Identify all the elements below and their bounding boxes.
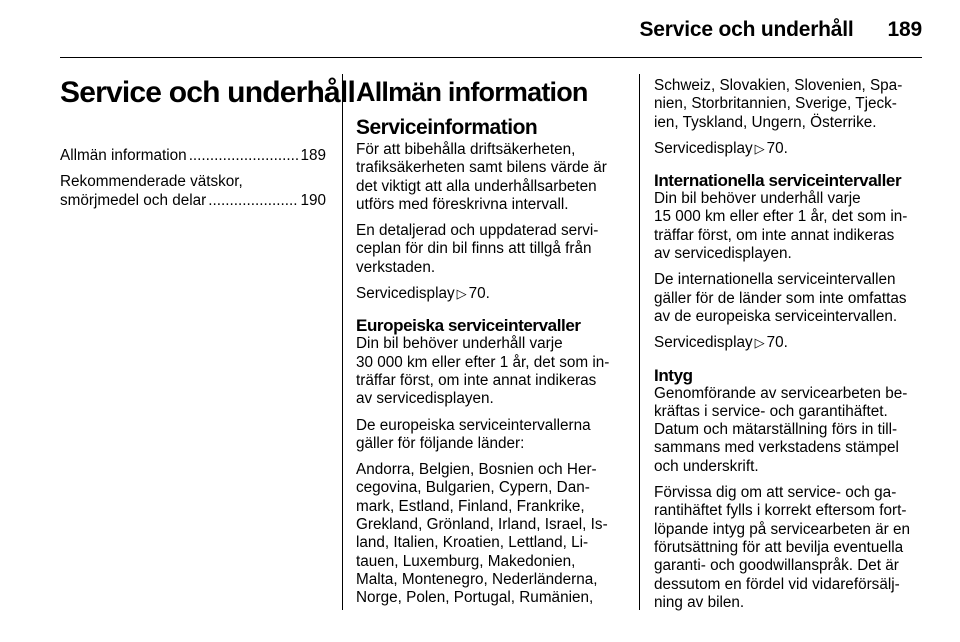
column-divider-2 xyxy=(639,74,640,610)
reference-page: 70. xyxy=(766,334,788,352)
cross-reference[interactable]: Servicedisplay ▷ 70. xyxy=(654,139,788,157)
page-number: 189 xyxy=(887,18,922,41)
text-line: och underskrift. xyxy=(654,457,759,475)
text-line: utförs med föreskrivna intervall. xyxy=(356,195,569,213)
running-header-title: Service och underhåll xyxy=(639,18,854,41)
text-line: cegovina, Bulgarien, Cypern, Dan- xyxy=(356,479,590,497)
cross-reference[interactable]: Servicedisplay ▷ 70. xyxy=(356,285,490,303)
text-line: För att bibehålla driftsäkerheten, xyxy=(356,141,576,158)
text-line: Malta, Montenegro, Nederländerna, xyxy=(356,570,598,588)
text-line: Förvissa dig om att service- och ga- xyxy=(654,484,897,502)
text-line: nien, Storbritannien, Sverige, Tjeck- xyxy=(654,95,897,113)
text-line: tauen, Luxemburg, Makedonien, xyxy=(356,552,576,570)
text-line: av de europeiska serviceintervallen. xyxy=(654,307,898,325)
text-line: verkstaden. xyxy=(356,258,436,276)
text-line: 15 000 km eller efter 1 år, det som in- xyxy=(654,208,908,226)
text-line: det viktigt att alla underhållsarbeten xyxy=(356,177,597,195)
text-line: land, Italien, Kroatien, Lettland, Li- xyxy=(356,534,589,552)
toc-entry-page: 189 xyxy=(300,147,326,164)
paragraph xyxy=(356,335,626,408)
text-line: Grekland, Grönland, Irland, Israel, Is- xyxy=(356,516,608,534)
text-line: De europeiska serviceintervallerna xyxy=(356,416,591,434)
text-line: ien, Tyskland, Ungern, Österrike. xyxy=(654,113,877,131)
text-line: Din bil behöver underhåll varje xyxy=(654,190,861,208)
text-line: ceplan för din bil finns att tillgå från xyxy=(356,240,592,258)
text-line: Datum och mätarställning förs in till- xyxy=(654,421,898,439)
paragraph xyxy=(654,484,924,612)
subheading-serviceinformation: Serviceinformation xyxy=(356,116,538,139)
text-line: trafiksäkerheten samt bilens värde är xyxy=(356,159,607,177)
subheading-europeiska-serviceintervaller: Europeiska serviceintervaller xyxy=(356,316,581,336)
toc-entry-page: 190 xyxy=(300,191,326,209)
text-line: Andorra, Belgien, Bosnien och Her- xyxy=(356,461,597,479)
text-line: löpande intyg på servicearbeten är en xyxy=(654,520,910,538)
paragraph xyxy=(654,271,924,326)
section-title: Allmän information xyxy=(356,77,588,107)
running-header xyxy=(640,18,923,42)
text-line: garanti- och goodwillanspråk. Det är xyxy=(654,557,899,575)
toc-entry-allman-information[interactable] xyxy=(60,147,326,165)
toc-entry-rekommenderade-vatskor[interactable] xyxy=(60,173,326,210)
text-line: av servicedisplayen. xyxy=(654,245,792,263)
text-line: av servicedisplayen. xyxy=(356,390,494,408)
toc-entry-label: Allmän information xyxy=(60,147,187,164)
toc-entry-label-line: Rekommenderade vätskor, xyxy=(60,173,243,191)
text-line: Din bil behöver underhåll varje xyxy=(356,335,563,353)
country-list-paragraph xyxy=(356,461,626,607)
text-line: En detaljerad och uppdaterad servi- xyxy=(356,222,599,240)
column-main-1 xyxy=(356,77,626,616)
cross-reference[interactable]: Servicedisplay ▷ 70. xyxy=(654,334,788,352)
text-line: rantihäftet fylls i korrekt eftersom fort- xyxy=(654,502,907,520)
text-line: förutsättning för att bevilja eventuella xyxy=(654,538,904,556)
text-line: 30 000 km eller efter 1 år, det som in- xyxy=(356,353,610,371)
country-list-paragraph xyxy=(654,77,924,132)
toc-leader-dots xyxy=(208,192,298,210)
text-line: träffar först, om inte annat indikeras xyxy=(654,226,895,244)
text-line: sammans med verkstadens stämpel xyxy=(654,439,899,457)
toc-leader-dots xyxy=(189,147,299,165)
subheading-intyg: Intyg xyxy=(654,365,693,385)
text-line: mark, Estland, Finland, Frankrike, xyxy=(356,497,585,515)
paragraph xyxy=(356,141,626,214)
page-reference-arrow-icon: ▷ xyxy=(754,335,765,351)
text-line: De internationella serviceintervallen xyxy=(654,271,896,289)
column-main-2 xyxy=(654,77,924,620)
text-line: Norge, Polen, Portugal, Rumänien, xyxy=(356,589,594,607)
column-divider-1 xyxy=(342,74,343,610)
page-reference-arrow-icon: ▷ xyxy=(754,140,765,156)
text-line: träffar först, om inte annat indikeras xyxy=(356,371,597,389)
text-line: gäller för de länder som inte omfattas xyxy=(654,289,907,307)
paragraph xyxy=(654,190,924,263)
page-reference-arrow-icon: ▷ xyxy=(456,286,467,302)
text-line: dessutom en fördel vid vidareförsälj- xyxy=(654,575,900,593)
header-rule xyxy=(60,57,922,58)
text-line: kräftas i service- och garantihäftet. xyxy=(654,402,888,420)
toc-entry-label-line: smörjmedel och delar xyxy=(60,191,207,209)
subheading-internationella-serviceintervaller: Internationella serviceintervaller xyxy=(654,171,902,191)
text-line: Genomförande av servicearbeten be- xyxy=(654,384,908,402)
text-line: ning av bilen. xyxy=(654,593,745,611)
reference-page: 70. xyxy=(766,139,788,157)
paragraph xyxy=(356,222,626,277)
column-toc xyxy=(60,76,355,218)
text-line: gäller för följande länder: xyxy=(356,434,525,452)
paragraph xyxy=(654,385,924,476)
reference-page: 70. xyxy=(468,285,490,303)
chapter-title: Service och underhåll xyxy=(60,76,355,109)
paragraph xyxy=(356,417,626,454)
text-line: Schweiz, Slovakien, Slovenien, Spa- xyxy=(654,77,903,94)
